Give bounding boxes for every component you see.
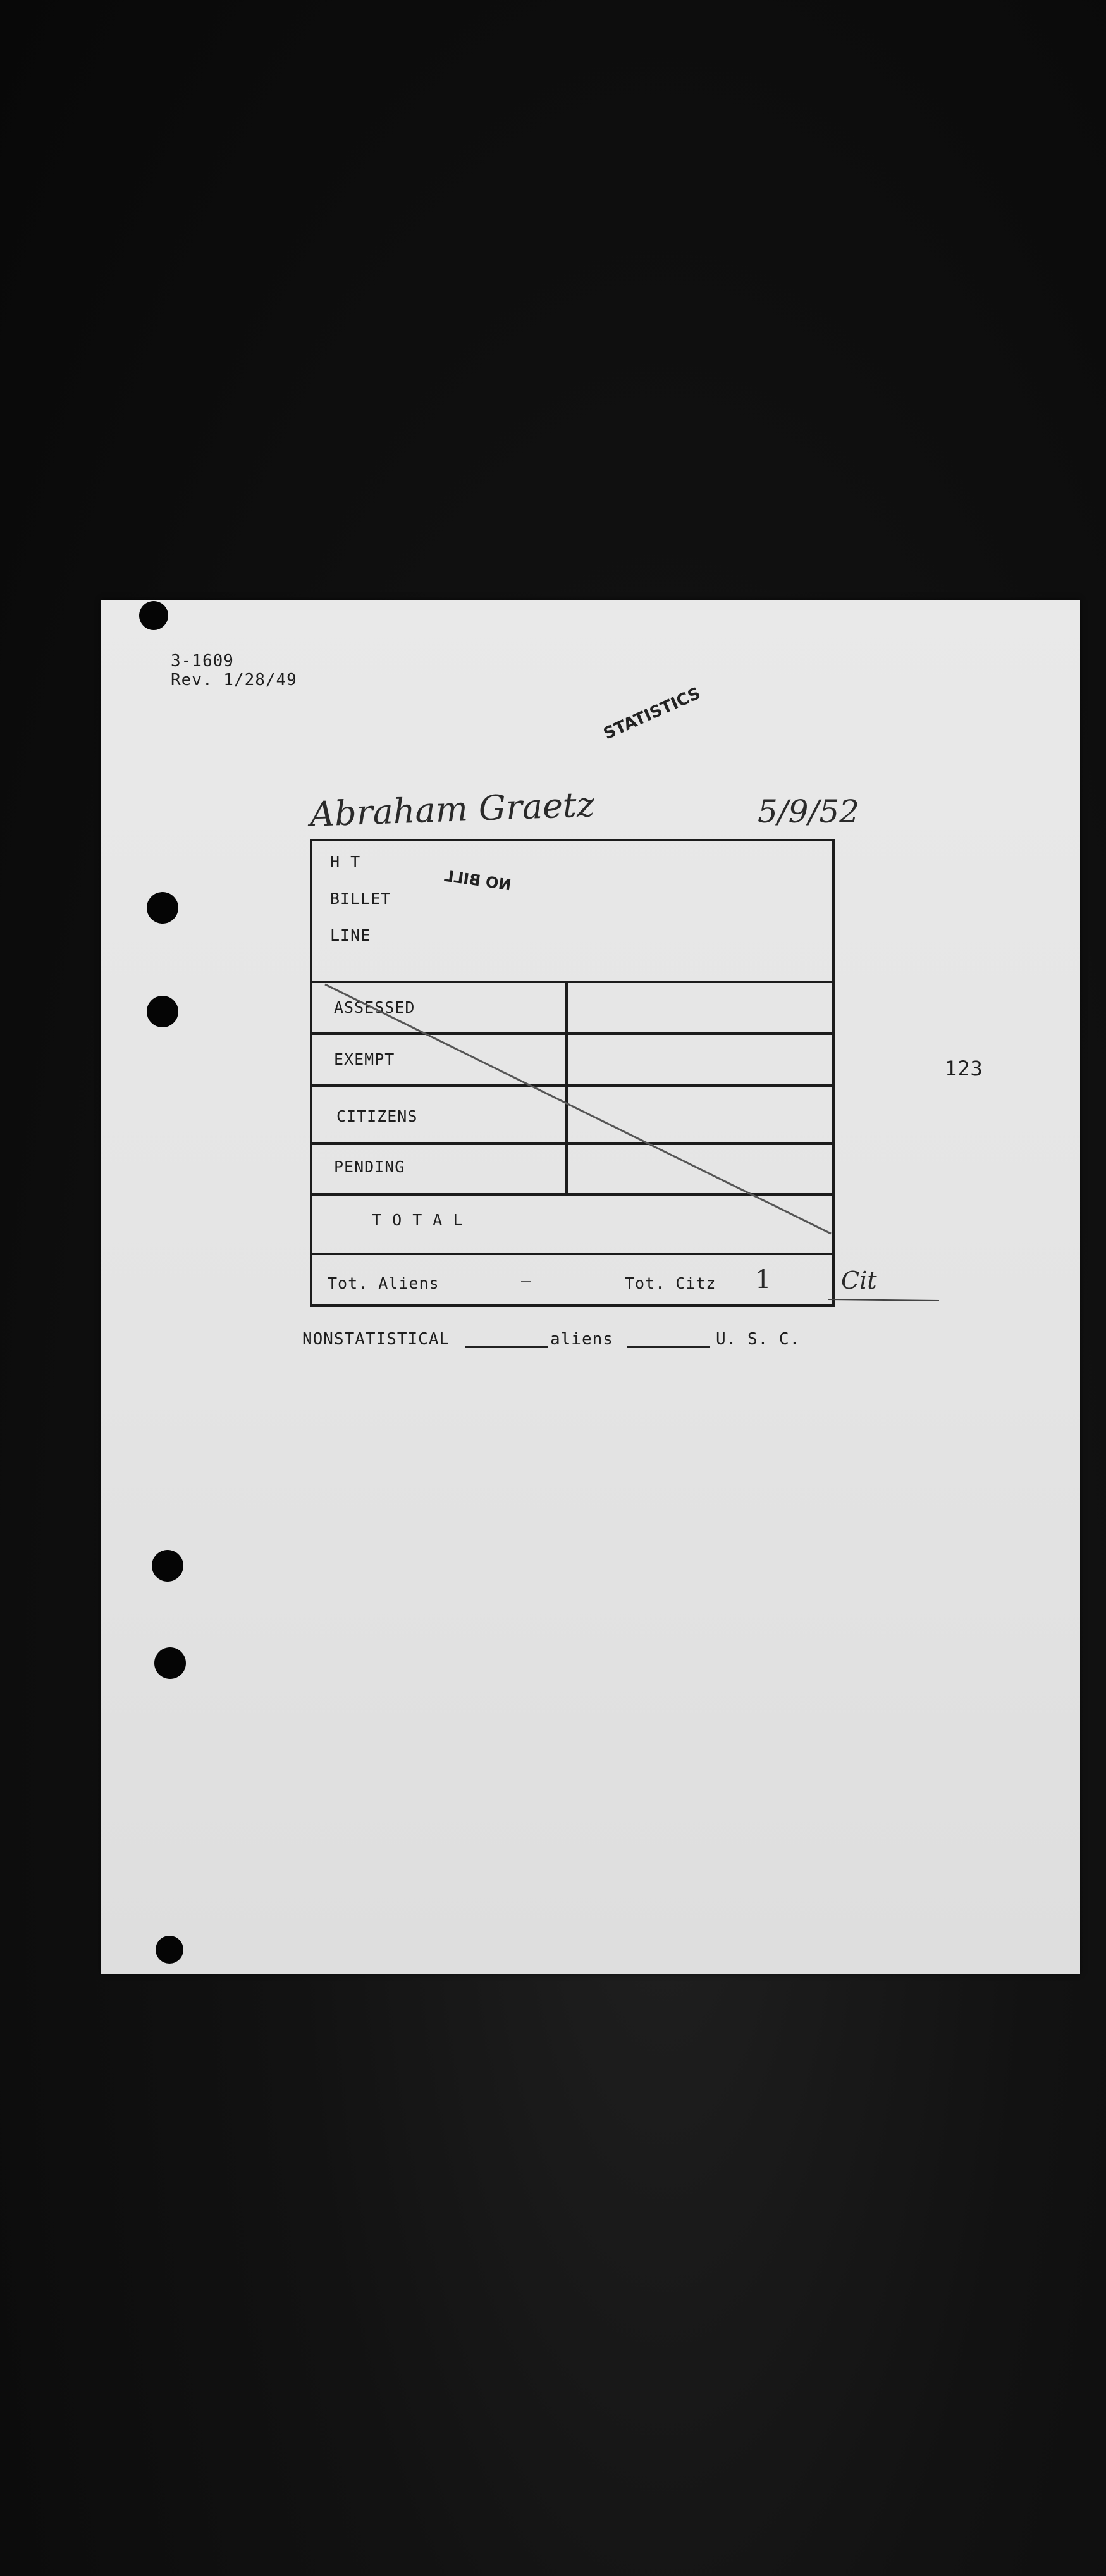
punch-hole <box>147 996 178 1027</box>
margin-note: Cit <box>841 1266 877 1294</box>
nonstatistical-blank <box>465 1346 548 1348</box>
no-bill-stamp: NO BILL <box>443 867 513 895</box>
punch-hole <box>139 601 168 630</box>
tot-citz-value: 1 <box>755 1265 771 1294</box>
row-assessed: ASSESSED <box>334 998 415 1017</box>
header-row-ht: H T <box>330 853 361 871</box>
margin-underline <box>828 1294 942 1307</box>
tot-citz-label: Tot. Citz <box>625 1274 716 1292</box>
usc-label: U. S. C. <box>716 1330 801 1349</box>
form-number: 3-1609 <box>171 652 234 671</box>
row-exempt: EXEMPT <box>334 1050 395 1068</box>
statistics-stamp: STATISTICS <box>601 684 704 744</box>
handwritten-name: Abraham Graetz <box>309 784 596 834</box>
handwritten-date: 5/9/52 <box>758 793 859 830</box>
total-label: T O T A L <box>372 1211 464 1229</box>
tot-aliens-label: Tot. Aliens <box>328 1274 439 1292</box>
punch-hole <box>156 1936 183 1964</box>
punch-hole <box>152 1550 183 1582</box>
aliens-label: aliens <box>550 1330 613 1349</box>
form-card <box>101 600 1080 1974</box>
statistics-table <box>310 839 835 1307</box>
header-row-line: LINE <box>330 926 371 944</box>
revision-date: Rev. 1/28/49 <box>171 671 297 690</box>
row-citizens: CITIZENS <box>336 1107 418 1125</box>
header-row-billet: BILLET <box>330 889 391 908</box>
punch-hole <box>147 892 178 924</box>
diagonal-strike-line <box>312 841 837 1310</box>
nonstatistical-label: NONSTATISTICAL <box>302 1330 450 1349</box>
aliens-blank <box>627 1346 710 1348</box>
tot-aliens-value: — <box>521 1272 532 1290</box>
side-number: 123 <box>945 1056 983 1081</box>
row-pending: PENDING <box>334 1158 405 1176</box>
punch-hole <box>154 1647 186 1679</box>
